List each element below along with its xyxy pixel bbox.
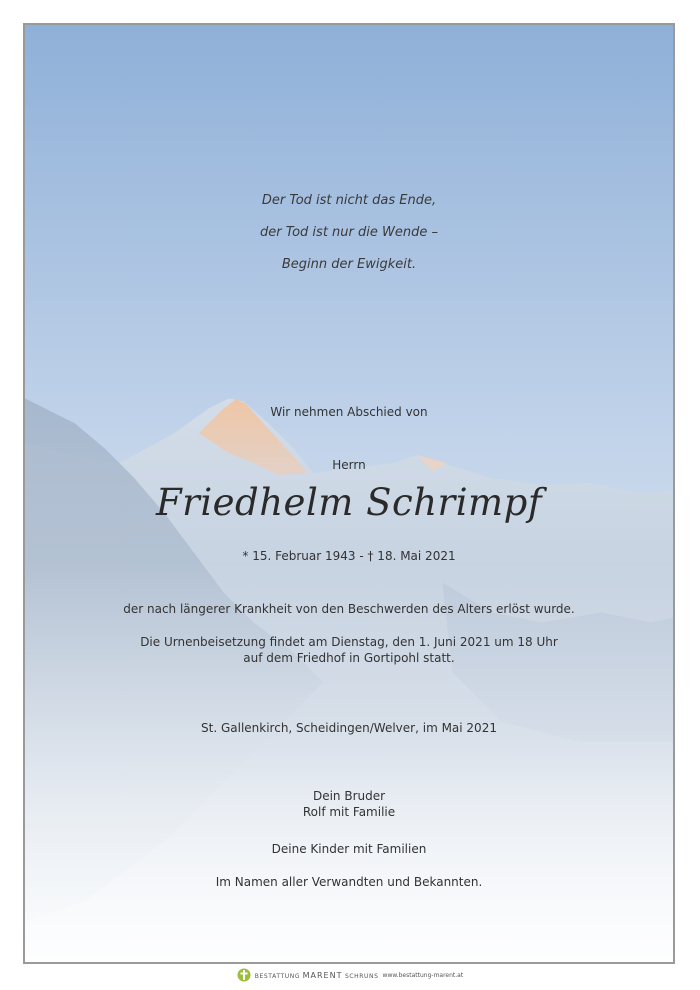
cause-text: der nach längerer Krankheit von den Beschwerden des Alters erlöst wurde.	[123, 602, 575, 616]
place-date: St. Gallenkirch, Scheidingen/Welver, im Mai 2021	[201, 721, 497, 735]
funeral-line-1: Die Urnenbeisetzung findet am Dienstag, den 1. Juni 2021 um 18 Uhr	[140, 635, 558, 649]
mourner-children: Deine Kinder mit Familien	[271, 842, 427, 856]
mourner-brother-name: Rolf mit Familie	[302, 805, 396, 819]
funeral-line-2: auf dem Friedhof in Gortipohl statt.	[243, 651, 455, 665]
verse-line-2: der Tod ist nur die Wende –	[260, 225, 438, 240]
footer-company	[255, 971, 379, 980]
deceased-name: Friedhelm Schrimpf	[155, 481, 543, 524]
footer	[0, 966, 700, 984]
footer-company-name: MARENT	[302, 970, 343, 980]
footer-url[interactable]: www.bestattung-marent.at	[382, 971, 464, 979]
obituary-frame	[23, 23, 675, 964]
mourner-relatives: Im Namen aller Verwandten und Bekannten.	[215, 875, 483, 889]
footer-location: SCHRUNS	[344, 972, 379, 980]
salutation: Herrn	[332, 458, 366, 472]
cross-logo-icon	[237, 968, 251, 982]
verse-line-3: Beginn der Ewigkeit.	[281, 257, 417, 272]
mourner-brother-label: Dein Bruder	[312, 789, 386, 803]
footer-company-prefix: BESTATTUNG	[254, 972, 301, 980]
verse-line-1: Der Tod ist nicht das Ende,	[261, 193, 437, 208]
life-dates: * 15. Februar 1943 - † 18. Mai 2021	[242, 549, 456, 563]
intro-text: Wir nehmen Abschied von	[270, 405, 428, 419]
